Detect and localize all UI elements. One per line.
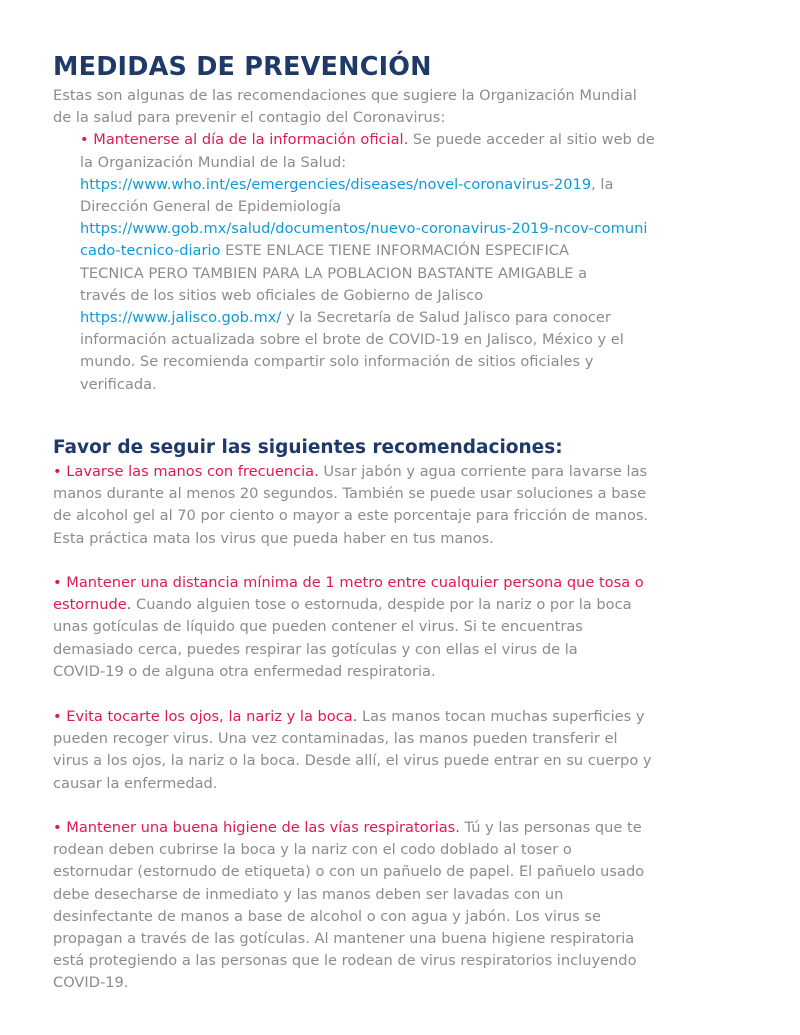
rec-text: Cuando alguien tose o estornuda, despide por la nariz o por la boca [131,596,632,614]
jalisco-link[interactable]: https://www.jalisco.gob.mx/ [80,309,282,327]
bullet-text: Se puede acceder al sitio web de [408,131,655,149]
gob-link[interactable]: https://www.gob.mx/salud/documentos/nuevo-coronavirus-2019-ncov-comuni [80,220,648,238]
rec-highlight: estornude. [53,596,132,614]
recommendation-respiratory-hygiene [53,817,753,995]
rec-highlight: • Mantener una buena higiene de las vías respiratorias. [53,819,460,836]
rec-text: rodean deben cubrirse la boca y la nariz con el codo doblado al toser o [53,841,572,859]
page-title: MEDIDAS DE PREVENCIÓN [53,52,432,82]
bullet-text: TECNICA PERO TAMBIEN PARA LA POBLACION BASTANTE AMIGABLE a [80,264,588,282]
rec-highlight: • Lavarse las manos con frecuencia. [53,463,319,480]
bullet-text: través de los sitios web oficiales de Gobierno de Jalisco [80,286,484,304]
rec-text: demasiado cerca, puedes respirar las gotículas y con ellas el virus de la [53,640,578,658]
rec-text: pueden recoger virus. Una vez contaminadas, las manos pueden transferir el [53,730,618,748]
recommendations-heading: Favor de seguir las siguientes recomendaciones: [53,437,563,458]
who-link[interactable]: https://www.who.int/es/emergencies/diseases/novel-coronavirus-2019 [80,175,592,193]
recommendation-face-touch [53,706,753,795]
bullet-text: y la Secretaría de Salud Jalisco para conocer [281,309,611,327]
rec-highlight: • Evita tocarte los ojos, la nariz y la boca. [53,708,358,725]
rec-text: Usar jabón y agua corriente para lavarse las [318,463,648,480]
rec-text: debe desecharse de inmediato y las manos deben ser lavadas con un [53,885,564,903]
rec-text: de alcohol gel al 70 por ciento o mayor a este porcentaje para fricción de manos. [53,507,649,525]
rec-text: Esta práctica mata los virus que pueda haber en tus manos. [53,529,494,547]
bullet-line [53,240,743,262]
rec-text: desinfectante de manos a base de alcohol o con agua y jabón. Los virus se [53,907,601,925]
rec-text: Tú y las personas que te [459,819,642,836]
rec-text: COVID-19 o de alguna otra enfermedad respiratoria. [53,662,436,680]
bullet-text: información actualizada sobre el brote de COVID-19 en Jalisco, México y el [80,331,624,349]
bullet-text: Dirección General de Epidemiología [80,198,342,216]
bullet-line [53,174,743,196]
rec-text: virus a los ojos, la nariz o la boca. Desde allí, el virus puede entrar en su cuerpo y [53,752,652,770]
bullet-text: , la [591,175,614,193]
rec-text: estornudar (estornudo de etiqueta) o con un pañuelo de papel. El pañuelo usado [53,863,645,881]
rec-text: unas gotículas de líquido que pueden contener el virus. Si te encuentras [53,618,583,636]
gob-link-continued[interactable]: cado-tecnico-diario [80,242,221,260]
rec-text: COVID-19. [53,974,129,992]
rec-text: propagan a través de las gotículas. Al mantener una buena higiene respiratoria [53,930,635,948]
bullet-text: verificada. [80,375,157,393]
rec-highlight: • Mantener una distancia mínima de 1 metro entre cualquier persona que tosa o [53,574,644,591]
bullet-text: ESTE ENLACE TIENE INFORMACIÓN ESPECIFICA [220,242,569,260]
intro-line: Estas son algunas de las recomendaciones que sugiere la Organización Mundial [53,87,637,104]
rec-line [53,817,753,839]
intro-line: de la salud para prevenir el contagio del Coronavirus: [53,109,446,127]
rec-line [53,706,753,728]
rec-text: manos durante al menos 20 segundos. También se puede usar soluciones a base [53,485,647,503]
bullet-highlight: • Mantenerse al día de la información oficial. [80,131,409,149]
bullet-line [53,307,743,329]
rec-line [53,594,753,616]
rec-line [53,461,753,483]
bullet-text: mundo. Se recomienda compartir solo información de sitios oficiales y [80,353,594,371]
rec-text: está protegiendo a las personas que le rodean de virus respiratorios incluyendo [53,952,637,970]
recommendation-distance [53,572,753,683]
rec-text: causar la enfermedad. [53,774,218,792]
recommendation-handwashing [53,461,753,550]
intro-section [53,85,743,396]
rec-text: Las manos tocan muchas superficies y [357,708,645,725]
official-info-bullet [53,129,743,151]
bullet-text: la Organización Mundial de la Salud: [80,153,347,171]
